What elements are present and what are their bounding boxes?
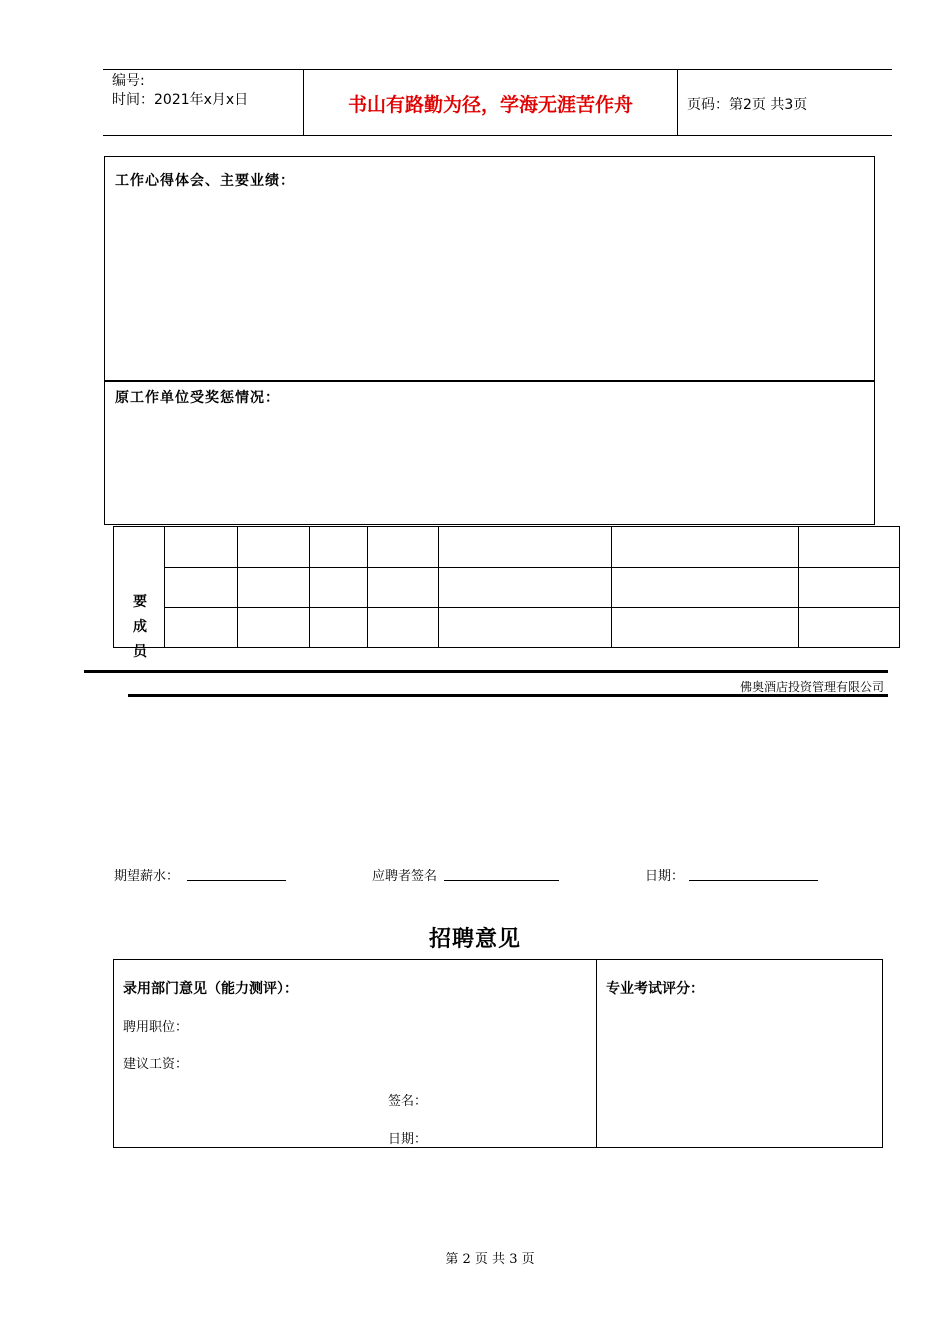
- serial-label: 编号:: [112, 73, 145, 89]
- table-cell[interactable]: [368, 608, 439, 648]
- table-cell[interactable]: [612, 527, 799, 568]
- table-row: [114, 568, 900, 608]
- expected-salary-field[interactable]: [187, 880, 286, 881]
- table-cell[interactable]: [238, 527, 310, 568]
- table-cell[interactable]: [310, 527, 368, 568]
- page-break-rule-bottom: [128, 694, 888, 697]
- header-page-info: 页码：第2页 共3页: [687, 97, 808, 113]
- table-cell[interactable]: [238, 568, 310, 608]
- time-label: 时间：2021年x月x日: [112, 92, 249, 108]
- page-break-rule-top: [84, 670, 888, 673]
- suggested-salary-label: 建议工资：: [123, 1057, 189, 1072]
- table-cell[interactable]: [439, 568, 612, 608]
- recruitment-divider: [596, 959, 597, 1148]
- member-label-char: 要: [133, 594, 147, 610]
- awards-box-top-rule: [104, 380, 875, 381]
- recruitment-title: 招聘意见: [428, 926, 521, 952]
- date-field[interactable]: [689, 880, 818, 881]
- dept-date-label: 日期：: [388, 1132, 428, 1147]
- header-bottom-rule: [103, 135, 892, 136]
- applicant-signature-field[interactable]: [444, 880, 559, 881]
- table-cell[interactable]: [612, 568, 799, 608]
- table-cell[interactable]: [310, 568, 368, 608]
- header-motto: 书山有路勤为径，学海无涯苦作舟: [347, 94, 633, 116]
- table-cell[interactable]: [799, 527, 900, 568]
- member-table: [113, 526, 900, 648]
- table-cell[interactable]: [165, 608, 238, 648]
- table-cell[interactable]: [238, 608, 310, 648]
- table-cell[interactable]: [799, 608, 900, 648]
- table-cell[interactable]: [439, 527, 612, 568]
- table-cell[interactable]: [165, 568, 238, 608]
- table-cell[interactable]: [165, 527, 238, 568]
- table-cell[interactable]: [439, 608, 612, 648]
- awards-label: 原工作单位受奖惩情况：: [115, 390, 280, 406]
- table-cell[interactable]: [799, 568, 900, 608]
- dept-sign-label: 签名：: [388, 1094, 428, 1109]
- table-cell[interactable]: [612, 608, 799, 648]
- exam-score-label: 专业考试评分：: [606, 981, 704, 997]
- table-row: [114, 527, 900, 568]
- header-top-rule: [103, 69, 892, 70]
- table-row: [114, 608, 900, 648]
- dept-opinion-label: 录用部门意见（能力测评）：: [123, 981, 298, 997]
- footer-page-number: 第 2 页 共 3 页: [445, 1252, 535, 1267]
- date-label: 日期：: [645, 869, 685, 884]
- member-label-char: 成: [133, 619, 147, 635]
- position-label: 聘用职位：: [123, 1020, 189, 1035]
- applicant-signature-label: 应聘者签名: [372, 869, 438, 884]
- company-name: 佛奥酒店投资管理有限公司: [739, 680, 884, 694]
- table-cell[interactable]: [310, 608, 368, 648]
- table-cell[interactable]: [368, 527, 439, 568]
- header-meta: [112, 72, 248, 110]
- experience-label: 工作心得体会、主要业绩：: [115, 173, 295, 189]
- header-divider-right: [677, 69, 678, 136]
- member-vertical-label: [130, 590, 150, 665]
- table-cell[interactable]: [368, 568, 439, 608]
- expected-salary-label: 期望薪水：: [114, 869, 180, 884]
- member-label-char: 员: [133, 644, 147, 660]
